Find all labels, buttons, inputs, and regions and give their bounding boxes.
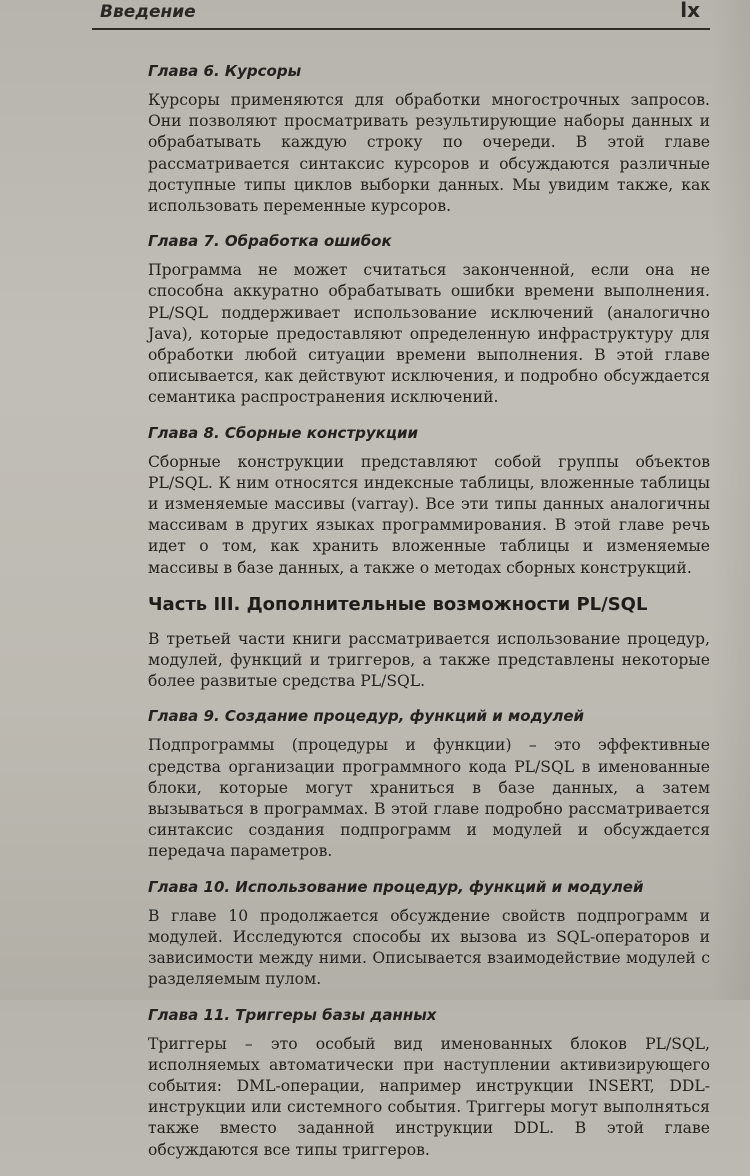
chapter-description: Сборные конструкции представляют собой группы объектов PL/SQL. К ним относятся индексные таблицы, вложенные таблицы и изменяемые массивы (varray). Все эти типы данных аналогичны массивам в других языках программирования. В этой главе речь идет о том, как хранить вложенные таблицы и изменяемые массивы в базе данных, а также о методах сборных конструкций. [148,452,710,577]
part-heading: Часть III. Дополнительные возможности PL/SQL [148,593,648,615]
page-edge-shadow [710,0,750,1000]
chapter-description: Курсоры применяются для обработки многострочных запросов. Они позволяют просматривать результирующие наборы данных и обрабатывать каждую строку по очереди. В этой главе рассматривается синтаксис курсоров и обсуждаются различные доступные типы циклов выборки данных. Мы увидим также, как использовать переменные курсоров. [148,91,710,216]
chapter-11-section [148,1006,710,1161]
page-number: lx [680,0,700,22]
chapter-8-section [148,424,710,579]
chapter-description: В главе 10 продолжается обсуждение свойств подпрограмм и модулей. Исследуются способы их вызова из SQL-операторов и зависимости между ними. Описывается взаимодействие модулей с разделяемым пулом. [148,906,710,989]
chapter-heading: Глава 11. Триггеры базы данных [148,1005,437,1024]
page-content [148,62,710,1176]
chapter-heading: Глава 6. Курсоры [148,62,302,80]
chapter-description: Подпрограммы (процедуры и функции) – это эффективные средства организации программного кода PL/SQL в именованные блоки, которые могут храниться в базе данных, а затем вызываться в программах. В этой главе подробно рассматривается синтаксис создания подпрограмм и модулей и обсуждается передача параметров. [148,736,710,861]
part-3-section [148,594,710,693]
chapter-heading: Глава 7. Обработка ошибок [148,232,392,251]
chapter-7-section [148,232,710,408]
running-header [92,0,710,30]
part-description: В третьей части книги рассматривается использование процедур, модулей, функций и триггеров, а также представлены некоторые более развитые средства PL/SQL. [148,629,710,691]
chapter-10-section [148,878,710,991]
chapter-6-section [148,62,710,217]
chapter-heading: Глава 8. Сборные конструкции [148,423,418,442]
chapter-description: Программа не может считаться законченной, если она не способна аккуратно обрабатывать ошибки времени выполнения. PL/SQL поддерживает использование исключений (аналогично Java), которые предоставляют определенную инфраструктуру для обработки любой ситуации времени выполнения. В этой главе описывается, как действуют исключения, и подробно обсуждается семантика распространения исключений. [148,261,710,407]
chapter-description: Триггеры – это особый вид именованных блоков PL/SQL, исполняемых автоматически при наступлении активизирующего события: DML-операции, например инструкции INSERT, DDL-инструкции или системного события. Триггеры могут выполняться также вместо заданной инструкции DDL. В этой главе обсуждаются все типы триггеров. [148,1034,710,1159]
chapter-heading: Глава 9. Создание процедур, функций и модулей [148,707,585,726]
header-title: Введение [100,2,196,22]
chapter-9-section [148,707,710,862]
chapter-heading: Глава 10. Использование процедур, функций и модулей [148,877,644,896]
